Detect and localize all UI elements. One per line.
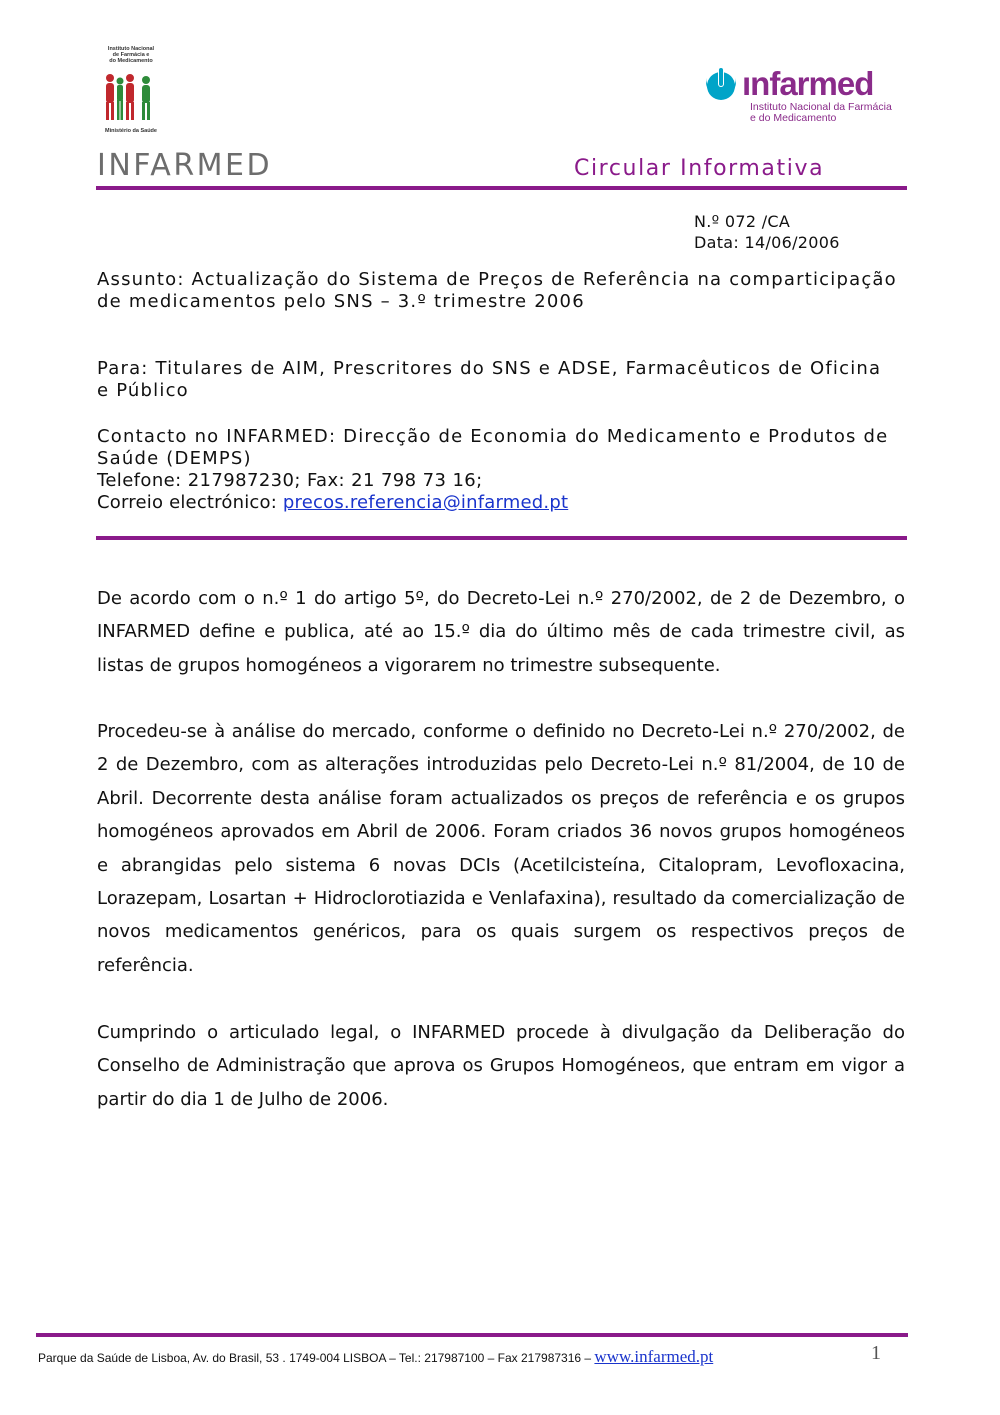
recipients-line-2: e Público [97,380,189,401]
contact-line-1: Contacto no INFARMED: Direcção de Economia do Medicamento e Produtos de [97,426,889,447]
ministry-label: Ministério da Saúde [105,128,157,134]
recipients-line-1: Para: Titulares de AIM, Prescritores do SNS e ADSE, Farmacêuticos de Oficina [97,358,882,379]
header-divider [96,186,907,190]
document-type: Circular Informativa [574,156,825,181]
circular-number: N.º 072 /CA [694,212,791,231]
org-name: INFARMED [97,148,273,183]
website-link[interactable]: www.infarmed.pt [594,1347,714,1366]
logo-subtitle-line-2: e do Medicamento [750,112,837,124]
infarmed-logo [700,62,892,132]
body-paragraph-3: Cumprindo o articulado legal, o INFARMED procede à divulgação da Deliberação do Conselho de Administração que aprova os Grupos Homogéneos, que entram em vigor a partir do dia 1 de Julho de 2006. [97,1022,905,1110]
logo-text-line-2: de Farmácia e [112,52,150,58]
contact-email-row [97,492,568,514]
page-number: 1 [871,1342,881,1364]
footer-address-row [38,1347,713,1367]
brand-wordmark: ınfarmed [742,65,874,102]
footer-address: Parque da Saúde de Lisboa, Av. do Brasil, 53 . 1749-004 LISBOA – Tel.: 217987100 – Fax 217987316 – [38,1351,595,1365]
subject-line-2: de medicamentos pelo SNS – 3.º trimestre 2006 [97,291,585,312]
footer-divider [36,1333,908,1337]
logo-text-line-1: Instituto Nacional [107,46,155,52]
figures-emblem-icon [100,72,162,124]
email-label: Correio electrónico: [97,492,283,513]
section-divider [96,536,907,540]
body-paragraph-1: De acordo com o n.º 1 do artigo 5º, do Decreto-Lei n.º 270/2002, de 2 de Dezembro, o INFARMED define e publica, até ao 15.º dia do último mês de cada trimestre civil, as listas de grupos homogéneos a vigorarem no trimestre subsequente. [97,588,905,676]
subject-line-1: Assunto: Actualização do Sistema de Preços de Referência na comparticipação [97,269,897,290]
contact-phone: Telefone: 217987230; Fax: 21 798 73 16; [97,470,483,491]
email-link[interactable]: precos.referencia@infarmed.pt [282,492,569,513]
contact-line-2: Saúde (DEMPS) [97,448,252,469]
ministry-logo [96,44,166,136]
logo-text-line-3: do Medicamento [109,58,153,64]
circular-date: Data: 14/06/2006 [694,233,840,252]
body-paragraph-2: Procedeu-se à análise do mercado, conforme o definido no Decreto-Lei n.º 270/2002, de 2 de Dezembro, com as alterações introduzidas pelo Decreto-Lei n.º 81/2004, de 10 de Abril. Decorrente desta análise foram actualizados os preços de referência e os grupos homogéneos aprovados em Abril de 2006. Foram criados 36 novos grupos homogéneos e abrangidas pelo sistema 6 novas DCIs (Acetilcisteína, Citalopram, Levofloxacina, Lorazepam, Losartan + Hidroclorotiazida e Venlafaxina), resultado da comercialização de novos medicamentos genéricos, para os quais surgem os respectivos preços de referência. [97,721,905,976]
logo-subtitle-line-1: Instituto Nacional da Farmácia [750,101,892,113]
infarmed-emblem-icon [700,64,742,110]
